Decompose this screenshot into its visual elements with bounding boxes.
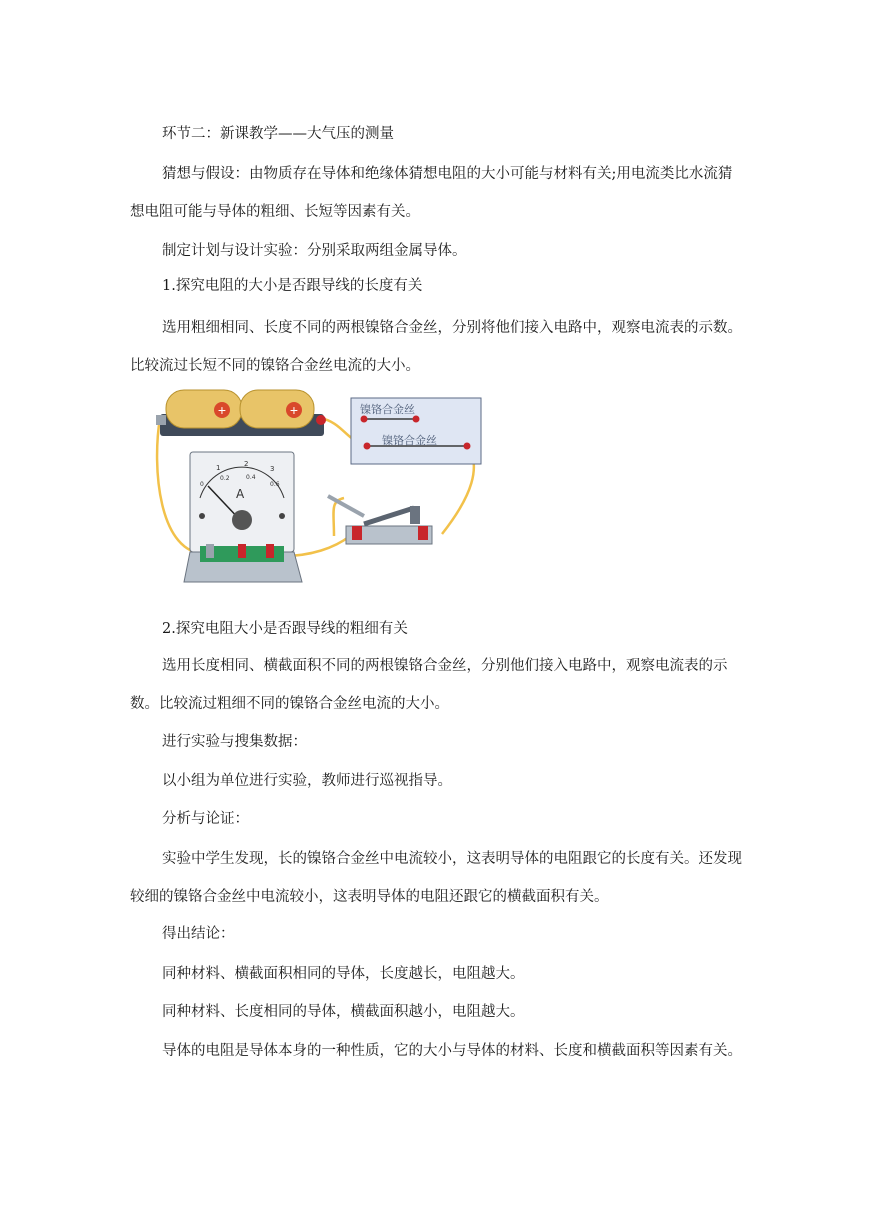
hypothesis-paragraph: 猜想与假设：由物质存在导体和绝缘体猜想电阻的大小可能与材料有关;用电流类比水流猜想电阻可能与导体的粗细、长短等因素有关。 <box>130 166 733 220</box>
svg-text:镍铬合金丝: 镍铬合金丝 <box>360 403 415 416</box>
analysis-body: 实验中学生发现，长的镍铬合金丝中电流较小，这表明导体的电阻跟它的长度有关。还发现较细的镍铬合金丝中电流较小，这表明导体的电阻还跟它的横截面积有关。 <box>130 851 742 905</box>
section-heading: 环节二：新课教学——大气压的测量 <box>162 126 394 142</box>
knife-switch <box>328 496 432 544</box>
experiment-body: 以小组为单位进行实验，教师进行巡视指导。 <box>162 773 452 789</box>
experiment-title: 进行实验与搜集数据： <box>162 734 307 750</box>
svg-text:0.4: 0.4 <box>246 474 256 481</box>
item1-title: 1.探究电阻的大小是否跟导线的长度有关 <box>162 278 423 294</box>
circuit-diagram <box>152 386 486 594</box>
svg-text:3: 3 <box>270 465 275 473</box>
svg-text:0: 0 <box>200 481 204 488</box>
plan-paragraph: 制定计划与设计实验：分别采取两组金属导体。 <box>162 243 467 259</box>
conclusion-2: 同种材料、长度相同的导体，横截面积越小，电阻越大。 <box>162 1004 525 1020</box>
meter-unit-label: A <box>236 487 245 501</box>
svg-text:0.2: 0.2 <box>220 475 230 482</box>
svg-text:+: + <box>217 402 227 418</box>
conclusion-1: 同种材料、横截面积相同的导体，长度越长，电阻越大。 <box>162 966 525 982</box>
nichrome-wire-board <box>351 398 481 464</box>
ammeter <box>184 452 302 582</box>
svg-text:0.6: 0.6 <box>270 481 280 488</box>
svg-text:+: + <box>289 402 299 418</box>
svg-text:2: 2 <box>244 460 249 468</box>
analysis-title: 分析与论证： <box>162 811 249 827</box>
item1-body: 选用粗细相同、长度不同的两根镍铬合金丝，分别将他们接入电路中，观察电流表的示数。比较流过长短不同的镍铬合金丝电流的大小。 <box>130 320 742 374</box>
battery-holder <box>156 390 326 436</box>
conclusion-title: 得出结论： <box>162 926 235 942</box>
svg-text:镍铬合金丝: 镍铬合金丝 <box>382 434 437 447</box>
conclusion-3: 导体的电阻是导体本身的一种性质，它的大小与导体的材料、长度和横截面积等因素有关。 <box>162 1043 742 1059</box>
item2-title: 2.探究电阻大小是否跟导线的粗细有关 <box>162 621 408 637</box>
svg-text:1: 1 <box>216 464 221 472</box>
item2-body: 选用长度相同、横截面积不同的两根镍铬合金丝，分别他们接入电路中，观察电流表的示数。比较流过粗细不同的镍铬合金丝电流的大小。 <box>130 658 728 712</box>
